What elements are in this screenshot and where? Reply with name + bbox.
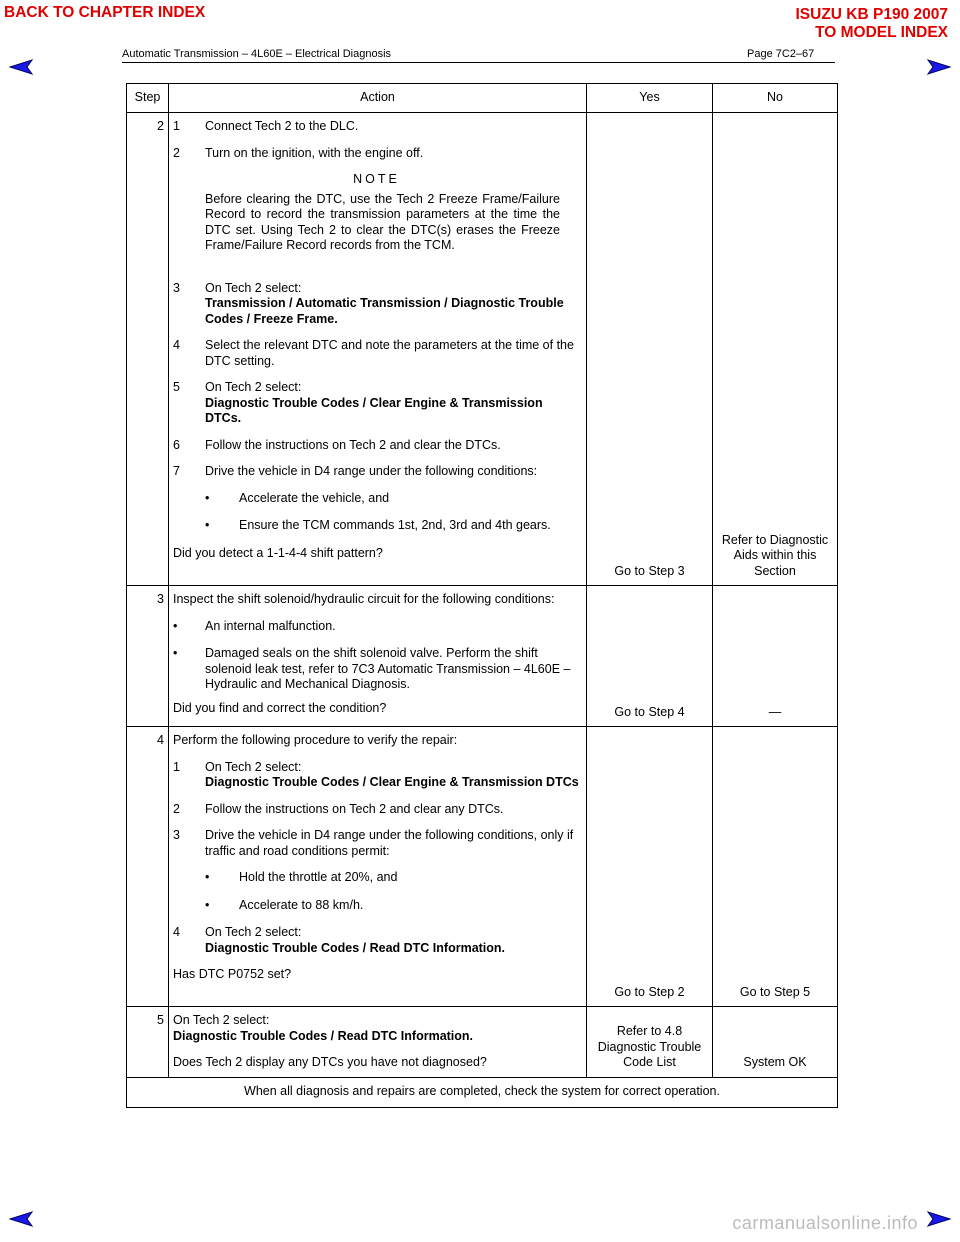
question-text: Has DTC P0752 set? bbox=[173, 967, 292, 981]
intro-text: Perform the following procedure to verify the repair: bbox=[173, 733, 458, 747]
bullet-item: • Accelerate the vehicle, and bbox=[205, 490, 390, 505]
completion-note: When all diagnosis and repairs are completed, check the system for correct operation. bbox=[127, 1077, 838, 1107]
action-cell bbox=[169, 113, 587, 586]
list-item: 7 Drive the vehicle in D4 range under the following conditions: bbox=[173, 464, 538, 478]
no-cell: — bbox=[713, 586, 838, 727]
model-index-nav[interactable] bbox=[796, 6, 949, 42]
step-number: 5 bbox=[127, 1007, 169, 1078]
intro-text: Inspect the shift solenoid/hydraulic circuit for the following conditions: bbox=[173, 592, 555, 606]
bullet-item: • Damaged seals on the shift solenoid valve. Perform the shift solenoid leak test, refer to 7C3 Automatic Transmission – 4L60E – Hydraulic and Mechanical Diagnosis. bbox=[173, 646, 571, 691]
page-header-title: Automatic Transmission – 4L60E – Electrical Diagnosis bbox=[122, 48, 392, 60]
list-item: 6 Follow the instructions on Tech 2 and clear the DTCs. bbox=[173, 437, 501, 452]
action-cell bbox=[169, 586, 587, 727]
step-number: 2 bbox=[127, 113, 169, 586]
yes-cell: Refer to 4.8 Diagnostic Trouble Code List bbox=[587, 1007, 713, 1078]
step-number: 3 bbox=[127, 586, 169, 727]
table-row-step-4 bbox=[127, 727, 838, 1007]
list-item: 2 Follow the instructions on Tech 2 and clear any DTCs. bbox=[173, 801, 504, 816]
table-row-step-5 bbox=[127, 1007, 838, 1078]
list-item: 1 Connect Tech 2 to the DLC. bbox=[173, 119, 359, 133]
next-page-icon[interactable] bbox=[926, 58, 952, 76]
list-item: 3 On Tech 2 select: Transmission / Automatic Transmission / Diagnostic Trouble Codes / Freeze Frame. bbox=[173, 280, 564, 326]
next-page-icon[interactable] bbox=[926, 1210, 952, 1228]
question-text: Did you detect a 1-1-4-4 shift pattern? bbox=[173, 545, 383, 560]
no-cell: Refer to Diagnostic Aids within this Section bbox=[713, 113, 838, 586]
table-row-step-3 bbox=[127, 586, 838, 727]
list-item: 3 Drive the vehicle in D4 range under the following conditions, only if traffic and road conditions permit: bbox=[173, 828, 574, 858]
header-step: Step bbox=[127, 84, 169, 113]
table-row-step-2 bbox=[127, 113, 838, 586]
back-to-chapter-index-link[interactable]: BACK TO CHAPTER INDEX bbox=[4, 4, 206, 21]
action-cell bbox=[169, 1007, 587, 1078]
bullet-item: • Ensure the TCM commands 1st, 2nd, 3rd and 4th gears. bbox=[205, 518, 551, 532]
table-footer-row bbox=[127, 1077, 838, 1107]
watermark: carmanualsonline.info bbox=[732, 1213, 918, 1233]
list-item: 1 On Tech 2 select: Diagnostic Trouble Codes / Clear Engine & Transmission DTCs bbox=[173, 759, 579, 789]
list-item: 2 Turn on the ignition, with the engine off. bbox=[173, 145, 424, 160]
step-number: 4 bbox=[127, 727, 169, 1007]
yes-cell: Go to Step 4 bbox=[587, 586, 713, 727]
header-divider bbox=[122, 62, 835, 63]
model-title-link[interactable]: ISUZU KB P190 2007 bbox=[795, 6, 948, 23]
bullet-item: • Hold the throttle at 20%, and bbox=[205, 870, 398, 884]
no-cell: Go to Step 5 bbox=[713, 727, 838, 1007]
question-text: Did you find and correct the condition? bbox=[173, 700, 387, 715]
list-item: 4 Select the relevant DTC and note the parameters at the time of the DTC setting. bbox=[173, 338, 574, 368]
bullet-item: • An internal malfunction. bbox=[173, 618, 336, 633]
list-item: 5 On Tech 2 select: Diagnostic Trouble Codes / Clear Engine & Transmission DTCs. bbox=[173, 380, 543, 425]
note-text: Before clearing the DTC, use the Tech 2 Freeze Frame/Failure Record to record the transmission parameters at the time the DTC set. Using Tech 2 to clear the DTC(s) erases the Freeze Frame/Failure Record records from the TCM. bbox=[205, 191, 560, 252]
yes-cell: Go to Step 2 bbox=[587, 727, 713, 1007]
list-item: 4 On Tech 2 select: Diagnostic Trouble Codes / Read DTC Information. bbox=[173, 925, 506, 955]
header-action: Action bbox=[169, 84, 587, 113]
header-no: No bbox=[713, 84, 838, 113]
yes-cell: Go to Step 3 bbox=[587, 113, 713, 586]
diagnostic-table bbox=[126, 83, 838, 1108]
note-heading: NOTE bbox=[353, 172, 400, 186]
table-header-row bbox=[127, 84, 838, 113]
action-cell bbox=[169, 727, 587, 1007]
list-item: On Tech 2 select: Diagnostic Trouble Codes / Read DTC Information. bbox=[173, 1013, 474, 1043]
no-cell: System OK bbox=[713, 1007, 838, 1078]
to-model-index-link[interactable]: TO MODEL INDEX bbox=[815, 24, 948, 41]
page-number: Page 7C2–67 bbox=[747, 48, 815, 60]
bullet-item: • Accelerate to 88 km/h. bbox=[205, 897, 364, 912]
prev-page-icon[interactable] bbox=[8, 58, 34, 76]
header-yes: Yes bbox=[587, 84, 713, 113]
prev-page-icon[interactable] bbox=[8, 1210, 34, 1228]
question-text: Does Tech 2 display any DTCs you have not diagnosed? bbox=[173, 1055, 487, 1069]
